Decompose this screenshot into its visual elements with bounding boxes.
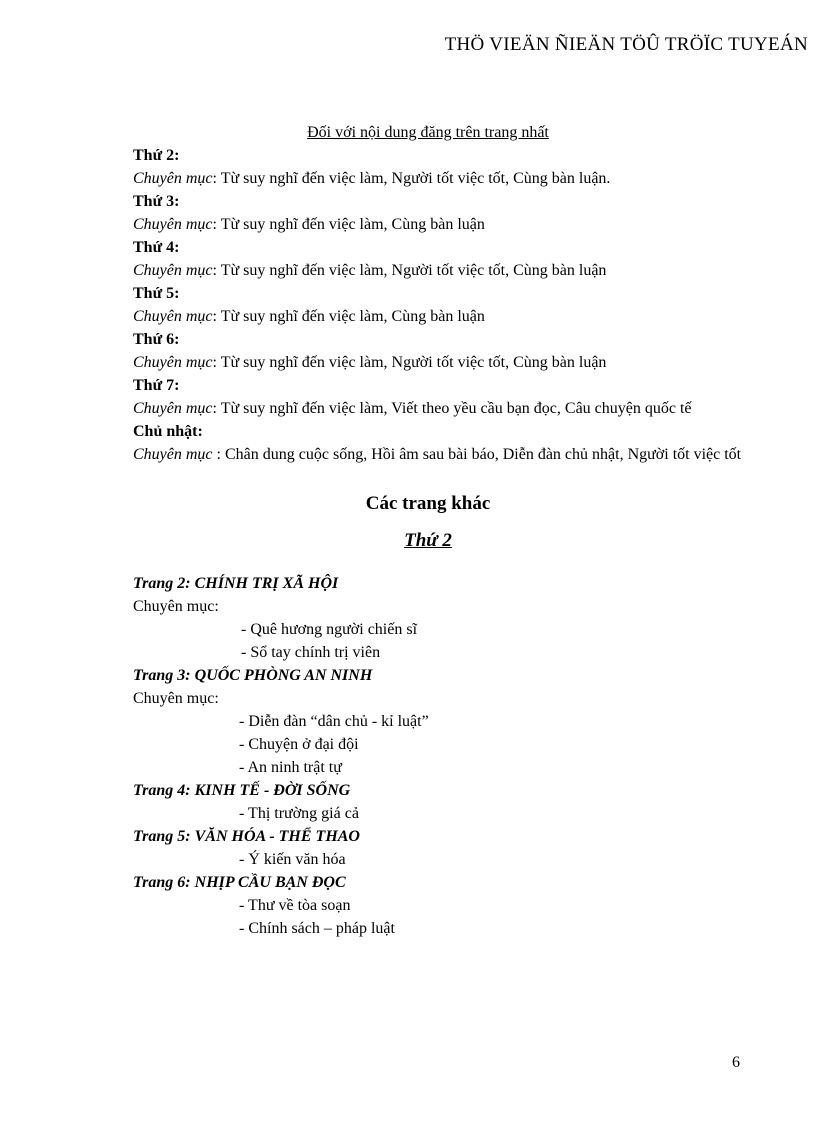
column-separator: :: [212, 354, 221, 371]
column-text: Từ suy nghĩ đến việc làm, Người tốt việc tốt, Cùng bàn luận: [220, 262, 607, 279]
schedule-columns: [133, 167, 753, 190]
page-section-item: - An ninh trật tự: [239, 759, 342, 776]
schedule-day: Thứ 5:: [133, 285, 180, 302]
schedule-day: Thứ 4:: [133, 239, 180, 256]
column-label: Chuyên mục: [133, 308, 213, 325]
intro-heading: Đối với nội dung đăng trên trang nhất: [307, 124, 549, 141]
sub-title: Thứ 2: [404, 530, 452, 551]
column-separator: :: [212, 446, 225, 463]
column-label: Chuyên mục: [133, 170, 213, 187]
schedule-columns: [133, 397, 743, 420]
section-title: Các trang khác: [365, 493, 491, 514]
column-separator: :: [212, 216, 221, 233]
column-label: Chuyên mục: [133, 262, 213, 279]
schedule-columns: [133, 443, 743, 466]
front-page-schedule: [133, 144, 753, 466]
page-section-title: Trang 2: CHÍNH TRỊ XÃ HỘI: [133, 575, 339, 592]
pages-list: [133, 572, 753, 940]
schedule-day: Thứ 6:: [133, 331, 180, 348]
column-text: Từ suy nghĩ đến việc làm, Người tốt việc tốt, Cùng bàn luận.: [220, 170, 611, 187]
document-body: [133, 121, 753, 940]
page-section-item: - Thị trường giá cả: [239, 805, 359, 822]
schedule-columns: [133, 213, 753, 236]
page-header: THÖ VIEÄN ÑIEÄN TÖÛ TRÖÏC TUYEÁN: [444, 34, 808, 55]
column-separator: :: [212, 262, 221, 279]
page-section-item: - Diễn đàn “dân chủ - kỉ luật”: [239, 713, 429, 730]
column-separator: :: [212, 400, 221, 417]
column-separator: :: [212, 308, 221, 325]
page-section-title: Trang 6: NHỊP CẦU BẠN ĐỌC: [133, 874, 346, 891]
column-label: Chuyên mục: [133, 400, 213, 417]
page-section-title: Trang 5: VĂN HÓA - THỂ THAO: [133, 828, 360, 845]
page-section-label: Chuyên mục:: [133, 690, 219, 707]
schedule-columns: [133, 305, 753, 328]
schedule-columns: [133, 351, 753, 374]
schedule-day: Thứ 3:: [133, 193, 180, 210]
column-text: Từ suy nghĩ đến việc làm, Cùng bàn luận: [220, 216, 485, 233]
column-label: Chuyên mục: [133, 354, 213, 371]
page-number: 6: [732, 1054, 740, 1071]
page-section-title: Trang 3: QUỐC PHÒNG AN NINH: [133, 667, 373, 684]
page-section-item: - Thư về tòa soạn: [239, 897, 351, 914]
schedule-columns: [133, 259, 753, 282]
page-section-title: Trang 4: KINH TẾ - ĐỜI SỐNG: [133, 782, 351, 799]
column-text: Từ suy nghĩ đến việc làm, Người tốt việc tốt, Cùng bàn luận: [220, 354, 607, 371]
column-text: Từ suy nghĩ đến việc làm, Viết theo yều cầu bạn đọc, Câu chuyện quốc tế: [220, 400, 692, 417]
column-text: Chân dung cuộc sống, Hồi âm sau bài báo, Diễn đàn chủ nhật, Người tốt việc tốt: [224, 446, 742, 463]
schedule-day: Chủ nhật:: [133, 423, 203, 440]
page-section-item: - Chính sách – pháp luật: [239, 920, 395, 937]
page-section-item: - Sổ tay chính trị viên: [241, 644, 381, 661]
schedule-day: Thứ 2:: [133, 147, 180, 164]
schedule-day: Thứ 7:: [133, 377, 180, 394]
column-text: Từ suy nghĩ đến việc làm, Cùng bàn luận: [220, 308, 485, 325]
column-label: Chuyên mục: [133, 446, 213, 463]
page-section-item: - Quê hương người chiến sĩ: [241, 621, 418, 638]
page-section-label: Chuyên mục:: [133, 598, 219, 615]
column-label: Chuyên mục: [133, 216, 213, 233]
page-section-item: - Ý kiến văn hóa: [239, 851, 346, 868]
column-separator: :: [212, 170, 221, 187]
page-section-item: - Chuyện ở đại đội: [239, 736, 359, 753]
